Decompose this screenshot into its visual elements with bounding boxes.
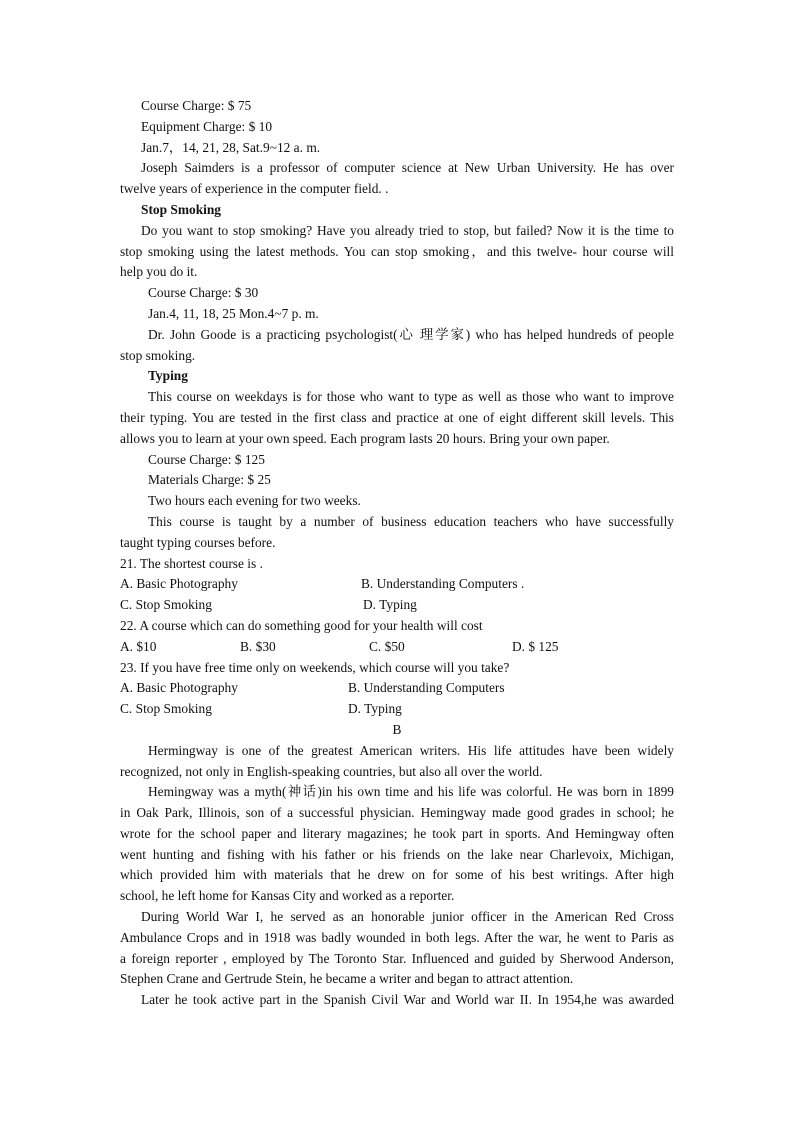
question-22-option-a: A. $10 <box>120 638 157 654</box>
section-b-p3-line-1: During World War I, he served as an honorable junior officer in the American Red Cross <box>141 909 674 925</box>
section-b-p3-line-4: Stephen Crane and Gertrude Stein, he became a writer and began to attract attention. <box>120 971 574 987</box>
section-b-p2-line-1: Hemingway was a myth(神话)in his own time and his life was colorful. He was born in 1899 <box>148 784 674 800</box>
typing-title: Typing <box>148 368 188 384</box>
typing-desc-line-3: allows you to learn at your own speed. Each program lasts 20 hours. Bring your own paper. <box>120 430 610 446</box>
stop-smoking-instructor-line-2: stop smoking. <box>120 347 196 363</box>
section-b-p3-line-3: a foreign reporter , employed by The Toronto Star. Influenced and guided by Sherwood Anderson, <box>120 950 674 966</box>
question-22-options-row <box>120 637 674 658</box>
stop-smoking-desc-line-1: Do you want to stop smoking? Have you already tried to stop, but failed? Now it is the time to <box>141 222 674 238</box>
question-22-stem: 22. A course which can do something good for your health will cost <box>120 617 483 633</box>
typing-schedule: Two hours each evening for two weeks. <box>148 493 361 509</box>
question-21-option-b: B. Understanding Computers . <box>361 576 525 592</box>
typing-course-charge: Course Charge: $ 125 <box>148 451 265 467</box>
question-23-option-c: C. Stop Smoking <box>120 701 212 717</box>
computers-equipment-charge: Equipment Charge: $ 10 <box>141 118 273 134</box>
section-b-p2-line-6: school, he left home for Kansas City and worked as a reporter. <box>120 888 455 904</box>
computers-instructor-line-2: twelve years of experience in the computer field. . <box>120 181 389 197</box>
section-b-p4-line-1: Later he took active part in the Spanish Civil War and World war II. In 1954,he was awarded <box>141 992 674 1008</box>
question-23-options-row-1 <box>120 678 674 699</box>
typing-instructor-line-2: taught typing courses before. <box>120 534 276 550</box>
question-22-option-b: B. $30 <box>240 638 276 654</box>
question-23-option-b: B. Understanding Computers <box>348 680 505 696</box>
section-b-p1-line-1: Hermingway is one of the greatest American writers. His life attitudes have been widely <box>148 742 674 758</box>
stop-smoking-desc-line-2: stop smoking using the latest methods. You can stop smoking，and this twelve- hour course will <box>120 243 674 259</box>
typing-materials-charge: Materials Charge: $ 25 <box>148 472 271 488</box>
question-21-options-row-1 <box>120 574 674 595</box>
computers-schedule: Jan.7，14, 21, 28, Sat.9~12 a. m. <box>141 139 321 155</box>
stop-smoking-instructor-line-1: Dr. John Goode is a practicing psychologist(心 理学家) who has helped hundreds of people <box>148 326 674 342</box>
section-b-p2-line-2: in Oak Park, Illinois, son of a successful physician. Hemingway made good grades in school; he <box>120 805 674 821</box>
question-22-option-c: C. $50 <box>369 638 405 654</box>
question-21-option-a: A. Basic Photography <box>120 576 238 592</box>
stop-smoking-title: Stop Smoking <box>141 201 222 217</box>
question-23-option-d: D. Typing <box>348 701 402 717</box>
question-23-option-a: A. Basic Photography <box>120 680 238 696</box>
question-22-option-d: D. $ 125 <box>512 638 559 654</box>
typing-desc-line-1: This course on weekdays is for those who want to type as well as those who want to improve <box>148 389 674 405</box>
stop-smoking-schedule: Jan.4, 11, 18, 25 Mon.4~7 p. m. <box>148 305 319 321</box>
typing-instructor-line-1: This course is taught by a number of business education teachers who have successfully <box>148 513 674 529</box>
section-b-p2-line-4: went hunting and fishing with his father or his friends on the lake near Charlevoix, Michigan, <box>120 846 674 862</box>
question-21-stem: 21. The shortest course is . <box>120 555 263 571</box>
section-b-p3-line-2: Ambulance Crops and in 1918 was badly wounded in both legs. After the war, he went to Paris as <box>120 929 674 945</box>
stop-smoking-course-charge: Course Charge: $ 30 <box>148 285 259 301</box>
section-b-p2-line-5: which provided him with materials that he drew on for some of his best writings. After high <box>120 867 674 883</box>
question-21-option-c: C. Stop Smoking <box>120 597 212 613</box>
question-23-options-row-2 <box>120 699 674 720</box>
computers-course-charge: Course Charge: $ 75 <box>141 98 252 113</box>
stop-smoking-desc-line-3: help you do it. <box>120 264 198 280</box>
typing-desc-line-2: their typing. You are tested in the first class and practice at one of eight different skill levels. This <box>120 409 674 425</box>
computers-instructor-line-1: Joseph Saimders is a professor of computer science at New Urban University. He has over <box>141 160 674 176</box>
question-23-stem: 23. If you have free time only on weekends, which course will you take? <box>120 659 510 675</box>
section-b-label: B <box>392 721 402 737</box>
document-page <box>120 96 674 1011</box>
section-b-p2-line-3: wrote for the school paper and literary magazines; he took part in sports. And Hemingway often <box>120 825 674 841</box>
section-b-p1-line-2: recognized, not only in English-speaking countries, but also all over the world. <box>120 763 543 779</box>
question-21-options-row-2 <box>120 595 674 616</box>
question-21-option-d: D. Typing <box>363 597 417 613</box>
